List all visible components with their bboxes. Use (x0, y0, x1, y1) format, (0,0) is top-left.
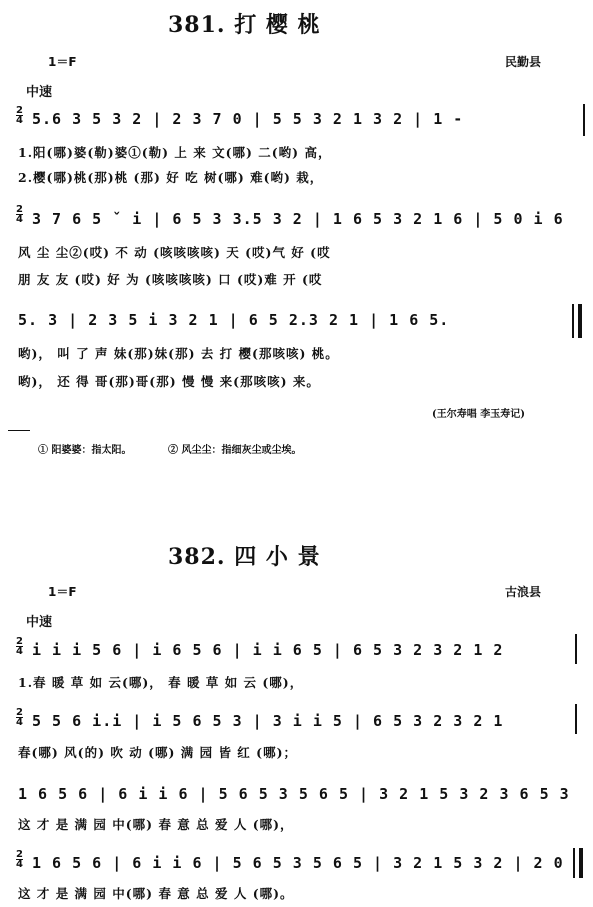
time-signature (16, 205, 23, 224)
key-signature: 1＝F (48, 585, 77, 599)
barline (583, 104, 585, 136)
lyric-line: 这 才 是 满 园 中(哪) 春 意 总 爱 人 (哪)， (18, 817, 294, 832)
lyric-line: 这 才 是 满 园 中(哪) 春 意 总 爱 人 (哪)。 (18, 886, 294, 901)
song-number: 382. (168, 544, 226, 570)
notation-line: 5 5 6 i.i | i 5 6 5 3 | 3 i i 5 | 6 5 3 2 3 2 1 (32, 712, 504, 730)
time-sig-numerator: 2 (16, 707, 23, 718)
time-sig-numerator: 2 (16, 636, 23, 647)
footnote-divider (8, 430, 30, 431)
time-signature (16, 637, 23, 656)
notation-line: 1 6 5 6 | 6 i i 6 | 5 6 5 3 5 6 5 | 3 2 1 5 3 2 3 6 5 3 (18, 785, 570, 803)
time-sig-denominator: 4 (16, 859, 23, 870)
lyric-line: 春(哪) 风(的) 吹 动 (哪) 满 园 皆 红 (哪)； (18, 745, 297, 760)
notation-line: 1 6 5 6 | 6 i i 6 | 5 6 5 3 5 6 5 | 3 2 1 5 3 2 | 2 0 (32, 854, 564, 872)
tempo-marking: 中速 (26, 85, 53, 100)
key-signature: 1＝F (48, 55, 77, 69)
time-sig-numerator: 2 (16, 849, 23, 860)
time-signature (16, 708, 23, 727)
region-label: 古浪县 (505, 585, 542, 599)
notation-line: 3 7 6 5 ˇ i | 6 5 3 3.5 3 2 | 1 6 5 3 2 1 6 | 5 0 i 6 (32, 210, 564, 228)
barline (572, 304, 574, 338)
barline (575, 704, 577, 734)
song-title (168, 540, 321, 571)
time-signature (16, 106, 23, 125)
notation-line: i i i 5 6 | i 6 5 6 | i i 6 5 | 6 5 3 2 3 2 1 2 (32, 641, 504, 659)
time-sig-denominator: 4 (16, 115, 23, 126)
lyric-line: 2.樱(哪)桃(那)桃 (那) 好 吃 树(哪) 难(哟) 栽， (18, 170, 324, 185)
footnote: ② 风尘尘：指细灰尘或尘埃。 (168, 445, 302, 456)
time-sig-denominator: 4 (16, 717, 23, 728)
final-barline (579, 848, 583, 878)
time-sig-denominator: 4 (16, 646, 23, 657)
tempo-marking: 中速 (26, 615, 53, 630)
footnote: ① 阳婆婆：指太阳。 (38, 445, 132, 456)
barline (573, 848, 575, 878)
lyric-line: 风 尘 尘②(哎) 不 动 (咳咳咳咳) 天 (哎)气 好 (哎 (18, 245, 331, 260)
time-sig-denominator: 4 (16, 214, 23, 225)
notation-line: 5. 3 | 2 3 5 i 3 2 1 | 6 5 2.3 2 1 | 1 6 5. (18, 311, 450, 329)
notation-line: 5.6 3 5 3 2 | 2 3 7 0 | 5 5 3 2 1 3 2 | 1 - (32, 110, 464, 128)
song-number: 381. (168, 12, 226, 38)
credit-line: (王尔寿唱 李玉寿记) (432, 409, 525, 420)
time-sig-numerator: 2 (16, 204, 23, 215)
lyric-line: 朋 友 友 (哎) 好 为 (咳咳咳咳) 口 (哎)难 开 (哎 (18, 272, 323, 287)
region-label: 民勤县 (505, 55, 542, 69)
final-barline (578, 304, 582, 338)
lyric-line: 哟)， 叫 了 声 妹(那)妹(那) 去 打 樱(那咳咳) 桃。 (18, 346, 339, 361)
lyric-line: 1.春 暖 草 如 云(哪)， 春 暖 草 如 云 (哪)， (18, 675, 304, 690)
song-name: 打 樱 桃 (234, 12, 321, 38)
song-name: 四 小 景 (234, 544, 321, 570)
barline (575, 634, 577, 664)
time-sig-numerator: 2 (16, 105, 23, 116)
song-title (168, 8, 321, 39)
lyric-line: 1.阳(哪)婆(勒)婆①(勒) 上 来 文(哪) 二(哟) 高， (18, 145, 332, 160)
time-signature (16, 850, 23, 869)
lyric-line: 哟)， 还 得 哥(那)哥(那) 慢 慢 来(那咳咳) 来。 (18, 374, 320, 389)
